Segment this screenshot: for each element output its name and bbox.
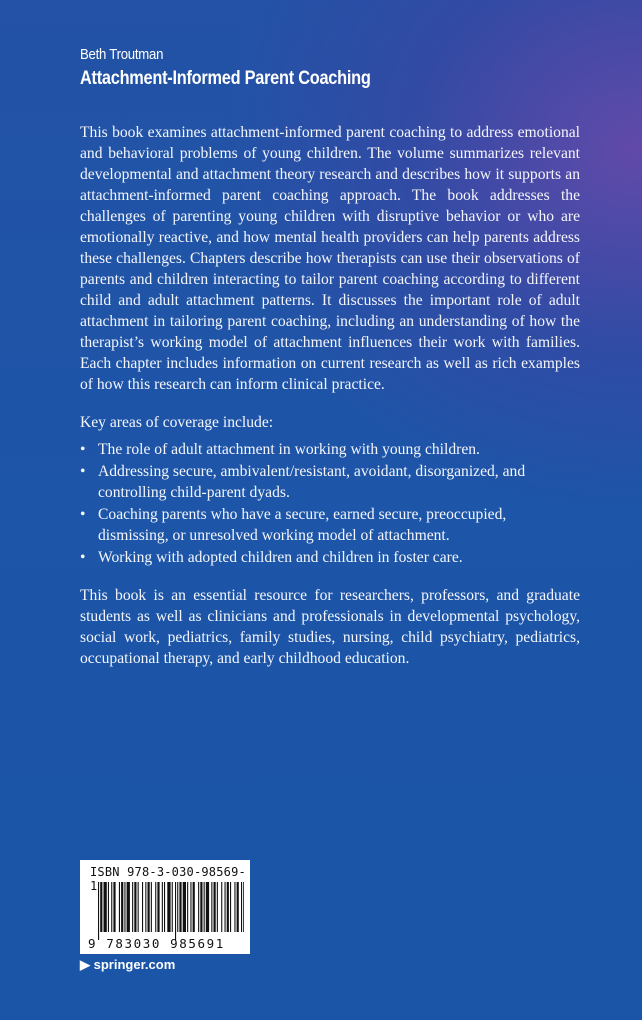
barcode-bar (164, 882, 165, 932)
barcode-bar (193, 882, 195, 932)
closing-paragraph: This book is an essential resource for researchers, professors, and graduate students as well as clinicians and professionals in developmental psychology, social work, pediatrics, family studies, nursing, child psychiatry, pediatrics, occupational therapy, and early childhood education. (80, 587, 580, 667)
description-paragraph: This book examines attachment-informed parent coaching to address emotional and behavioral problems of young children. The volume summarizes relevant developmental and attachment theory research and describes how it supports an attachment-informed parent coaching approach. The book addresses the challenges of parenting young children with disruptive behavior or who are emotionally reactive, and how mental health providers can help parents address these challenges. Chapters describe how therapists can use their observations of parents and children interacting to tailor parent coaching according to different child and adult attachment patterns. It discusses the important role of adult attachment in tailoring parent coaching, including an understanding of how the therapist’s working model of attachment influences their work with families. Each chapter includes information on current research as well as rich examples of how this research can inform clinical practice. (80, 124, 580, 393)
barcode-bar (206, 882, 209, 932)
triangle-right-icon: ▶ (80, 957, 90, 972)
barcode-bar (200, 882, 202, 932)
barcode-bar (121, 882, 123, 932)
list-item: • The role of adult attachment in working with young children. (80, 439, 580, 460)
key-areas-heading: Key areas of coverage include: (80, 414, 274, 431)
barcode-bar (230, 882, 231, 932)
barcode-bar (113, 882, 115, 932)
barcode-bar (155, 882, 156, 932)
barcode-bar (104, 882, 107, 932)
list-item: • Coaching parents who have a secure, earned secure, preoccupied, dismissing, or unresolved working model of attachment. (80, 504, 580, 546)
barcode-bar (142, 882, 143, 932)
barcode-bar (237, 882, 239, 932)
barcode-bar (243, 882, 244, 932)
barcode-bar (221, 882, 222, 932)
author-name: Beth Troutman (80, 46, 164, 63)
barcode-bar (177, 882, 178, 932)
barcode-bar (190, 882, 191, 932)
barcode-bar (214, 882, 216, 932)
barcode-bar (211, 882, 212, 932)
barcode-bar (127, 882, 130, 932)
publisher-link[interactable] (80, 957, 175, 973)
barcode-bar (148, 882, 150, 932)
blurb (80, 122, 580, 686)
barcode-bar (198, 882, 199, 932)
barcode-bar (227, 882, 229, 932)
barcode-bar (241, 882, 242, 932)
barcode-bar (187, 882, 188, 932)
barcode-bar (124, 882, 125, 932)
barcode-bar (234, 882, 235, 932)
barcode-digits: 9 783030 985691 (88, 936, 225, 951)
barcode-bar (151, 882, 152, 932)
list-item: • Working with adopted children and children in foster care. (80, 547, 580, 568)
barcode-bar (100, 882, 102, 932)
barcode-bar (134, 882, 136, 932)
barcode-bar (132, 882, 133, 932)
barcode-bar (162, 882, 163, 932)
barcode-bar (108, 882, 109, 932)
barcode-bar (138, 882, 139, 932)
barcode-bar (225, 882, 226, 932)
list-item: • Addressing secure, ambivalent/resistant, avoidant, disorganized, and controlling child-parent dyads. (80, 461, 580, 503)
book-title: Attachment-Informed Parent Coaching (80, 68, 371, 89)
barcode-bar (167, 882, 170, 932)
isbn-label: ISBN 978-3-030-98569-1 (90, 865, 246, 893)
barcode (80, 860, 250, 954)
barcode-bar (204, 882, 205, 932)
barcode-bar (175, 882, 176, 940)
barcode-bar (217, 882, 218, 932)
barcode-bar (111, 882, 112, 932)
barcode-bar (157, 882, 159, 932)
barcode-bar (145, 882, 146, 932)
publisher-website: springer.com (93, 957, 176, 972)
barcode-bar (172, 882, 173, 932)
barcode-bar (98, 882, 99, 940)
barcode-bars (98, 882, 244, 940)
barcode-bar (179, 882, 181, 932)
barcode-bar (183, 882, 186, 932)
barcode-bar (119, 882, 120, 932)
key-areas-list (80, 439, 580, 568)
